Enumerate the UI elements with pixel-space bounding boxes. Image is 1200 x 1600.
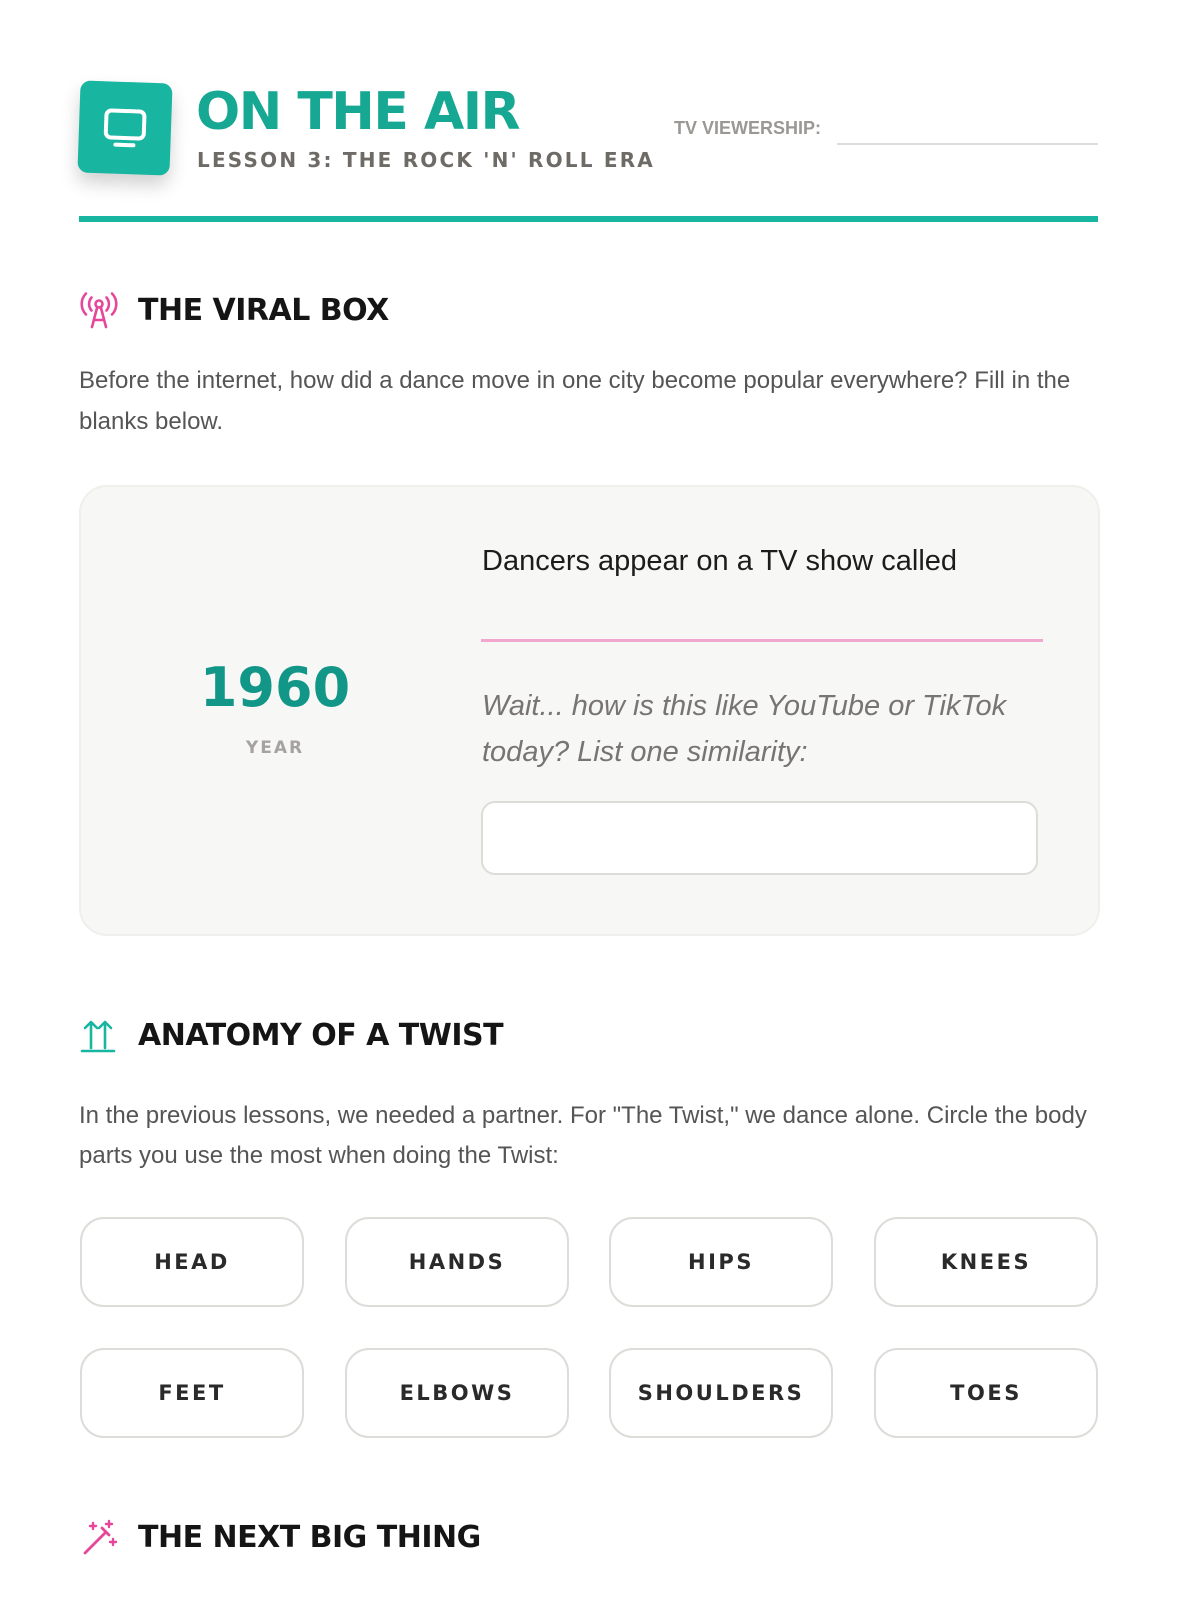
tv-show-prompt: Dancers appear on a TV show called — [482, 545, 958, 577]
body-part-knees[interactable]: KNEES — [874, 1217, 1098, 1307]
similarity-question: Wait... how is this like YouTube or TikTok today? List one similarity: — [482, 690, 1007, 768]
tv-show-answer-line[interactable] — [481, 639, 1043, 642]
viral-box-intro: Before the internet, how did a dance move in one city become popular everywhere? Fill in the blanks below. — [79, 367, 1071, 435]
body-part-hands[interactable]: HANDS — [345, 1217, 569, 1307]
anatomy-intro: In the previous lessons, we needed a partner. For "The Twist," we dance alone. Circle the body parts you use the most when doing the Twist: — [79, 1102, 1087, 1169]
body-part-elbows[interactable]: ELBOWS — [345, 1348, 569, 1438]
body-part-shoulders[interactable]: SHOULDERS — [609, 1348, 833, 1438]
arrows-up-icon — [79, 1016, 119, 1056]
body-part-hips[interactable]: HIPS — [609, 1217, 833, 1307]
body-part-toes[interactable]: TOES — [874, 1348, 1098, 1438]
section-title-viral-box: THE VIRAL BOX — [138, 293, 389, 328]
similarity-input[interactable] — [481, 801, 1038, 875]
page-title: ON THE AIR — [196, 82, 520, 142]
broadcast-tower-icon — [79, 290, 119, 330]
tv-icon — [98, 101, 152, 155]
section-title-next-big-thing: THE NEXT BIG THING — [138, 1520, 481, 1555]
viewership-label: TV VIEWERSHIP: — [674, 118, 822, 138]
magic-wand-icon — [79, 1518, 119, 1558]
logo-badge — [77, 80, 172, 175]
header-divider — [79, 216, 1098, 222]
body-part-head[interactable]: HEAD — [80, 1217, 304, 1307]
viewership-field[interactable] — [837, 143, 1098, 145]
year-value: 1960 — [199, 656, 351, 719]
body-part-feet[interactable]: FEET — [80, 1348, 304, 1438]
year-label: YEAR — [245, 738, 305, 758]
lesson-subtitle: LESSON 3: THE ROCK 'N' ROLL ERA — [197, 148, 655, 172]
section-title-anatomy: ANATOMY OF A TWIST — [138, 1018, 504, 1053]
